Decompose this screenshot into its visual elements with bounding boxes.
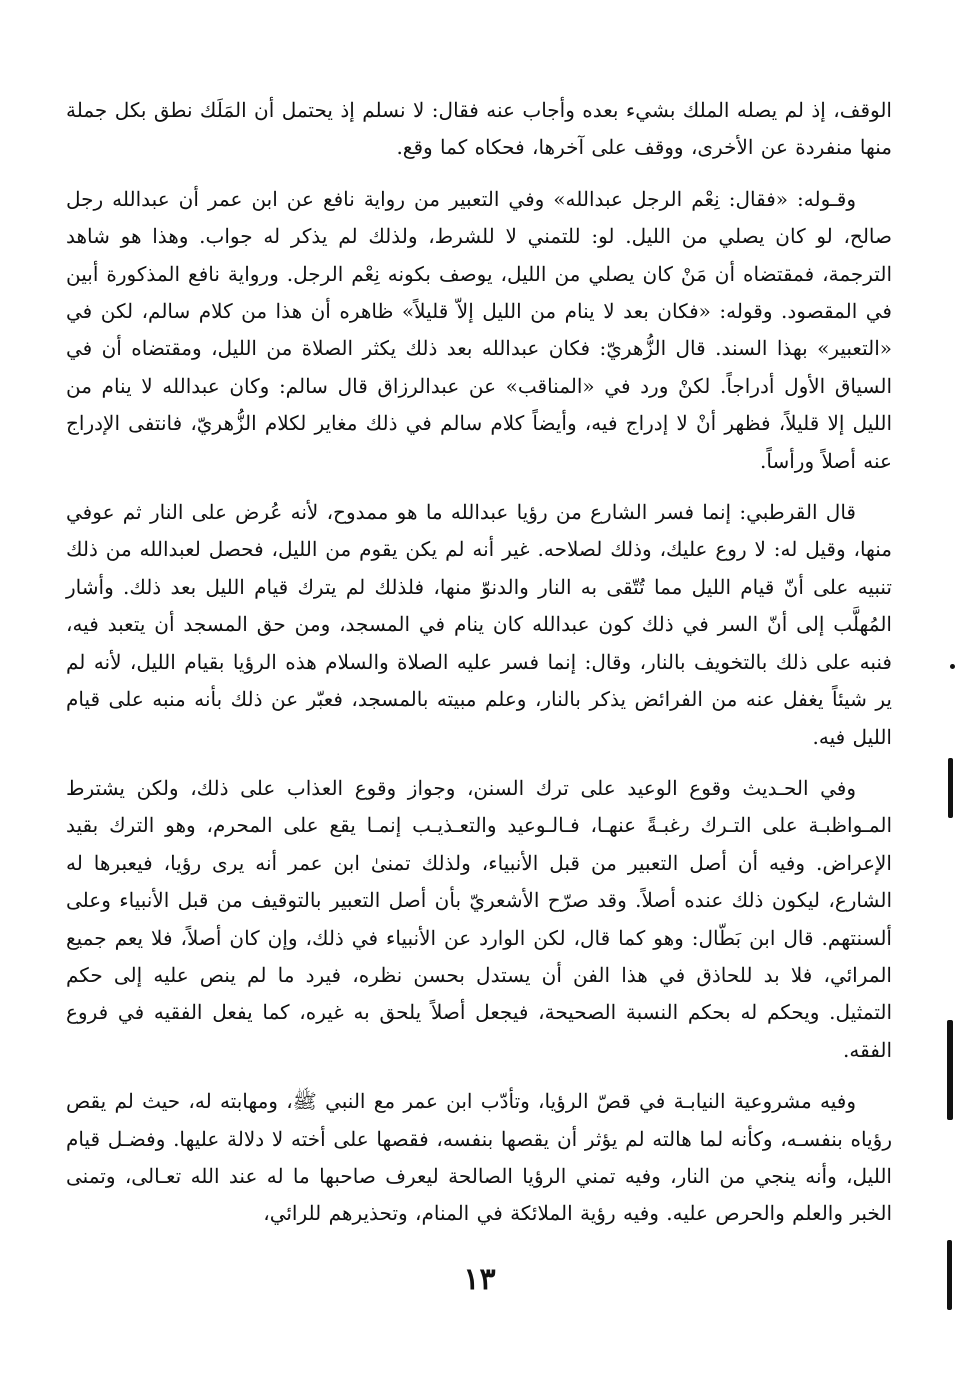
scan-edge-mark-1: [948, 758, 953, 818]
paragraph-5: وفيه مشروعية النيابـة في قصّ الرؤيا، وتأدّب ابن عمر مع النبي ﷺ، ومهابته له، حيث لم يقص رؤياه بنفسـه، وكأنه لما هالته لم يؤثر أن يقصها بنفسه، فقصها على أخته لا دلالة عليها. وفضـل قيام الليل، وأنه ينجي من النار، وفيه تمني الرؤيا الصالحة ليعرف صاحبها ما له عند الله تعـالى، وتمنى الخبر والعلم والحرص عليه. وفيه رؤية الملائكة في المنام، وتحذيرهم للرائي،: [66, 1089, 892, 1226]
paragraph-3: قال القرطبي: إنما فسر الشارع من رؤيا عبدالله ما هو ممدوح، لأنه عُرض على النار ثم عوفي منها، وقيل له: لا روع عليك، وذلك لصلاحه. غير أنه لم يكن يقوم من الليل، فحصل لعبدالله من ذلك تنبيه على أنّ قيام الليل مما تُتّقى به النار والدنوّ منها، فلذلك لم يترك قيام الليل بعد ذلك. وأشار المُهلَّب إلى أنّ السر في ذلك كون عبدالله كان ينام في المسجد، ومن حق المسجد أن يتعبد فيه، فنبه على ذلك بالتخويف بالنار، وقال: إنما فسر عليه الصلاة والسلام هذه الرؤيا بقيام الليل، لأنه لم ير شيئاً يغفل عنه من الفرائض يذكر بالنار، وعلم مبيته بالمسجد، فعبّر عن ذلك بأنه منبه على قيام الليل فيه.: [66, 500, 892, 749]
paragraph-1: الوقف، إذ لم يصله الملك بشيء بعده وأجاب عنه فقال: لا نسلم إذ يحتمل أن المَلَك نطق بكل جملة منها منفردة عن الأخرى، ووقف على آخرها، فحكاه كما وقع.: [66, 98, 892, 160]
scan-edge-mark-3: [947, 1240, 952, 1310]
scan-edge-mark-2: [947, 1020, 953, 1120]
paragraph-2: وقـوله: «فقال: نِعْم الرجل عبدالله» وفي التعبير من رواية نافع عن ابن عمر أن عبدالله رجل صالح، لو كان يصلي من الليل. لو: للتمني لا للشرط، ولذلك لم يذكر له جواب. وهذا هو شاهد الترجمة، فمقتضاه أن مَنْ كان يصلي من الليل، يوصف بكونه نِعْم الرجل. ورواية نافع المذكورة أبين في المقصود. وقوله: «فكان بعد لا ينام من الليل إلاّ قليلاً» ظاهره أن هذا من كلام سالم، لكن في «التعبير» بهذا السند. قال الزُّهريّ: فكان عبدالله بعد ذلك يكثر الصلاة من الليل، ومقتضاه أن في السياق الأول أدراجاً. لكنْ ورد في «المناقب» عن عبدالرزاق قال سالم: وكان عبدالله لا ينام من الليل إلا قليلاً، فظهر أنْ لا إدراج فيه، وأيضاً كلام سالم في ذلك مغاير لكلام الزُّهريّ، فانتفى الإدراج عنه أصلاً ورأساً.: [66, 186, 892, 473]
page-number: ١٣: [463, 1262, 496, 1297]
paragraph-4: وفي الحـديث وقوع الوعيد على ترك السنن، وجواز وقوع العذاب على ذلك، ولكن يشترط المـواظبـة على التـرك رغبـةً عنهـا، فـالـوعيد والتعـذيـب إنمـا يقع على المحرم، وهو الترك بقيد الإعراض. وفيه أن أصل التعبير من قبل الأنبياء، ولذلك تمنىٰ ابن عمر أنه يرى رؤيا، فيعبرها له الشارع، ليكون ذلك عنده أصلاً. وقد صرّح الأشعريّ بأن أصل التعبير بالتوقيف من قبل الأنبياء وعلى ألسنتهم. قال ابن بَطّال: وهو كما قال، لكن الوارد عن الأنبياء في ذلك، وإن كان أصلاً، فلا يعم جميع المرائي، فلا بد للحاذق في هذا الفن أن يستدل بحسن نظره، فيرد ما لم ينص عليه إلى حكم التمثيل. ويحكم له بحكم النسبة الصحيحة، فيجعل أصلاً يلحق به غيره، كما يفعل الفقيه في فروع الفقه.: [66, 775, 892, 1062]
page-body: [66, 92, 892, 1247]
scan-dot-mark: [950, 664, 955, 669]
